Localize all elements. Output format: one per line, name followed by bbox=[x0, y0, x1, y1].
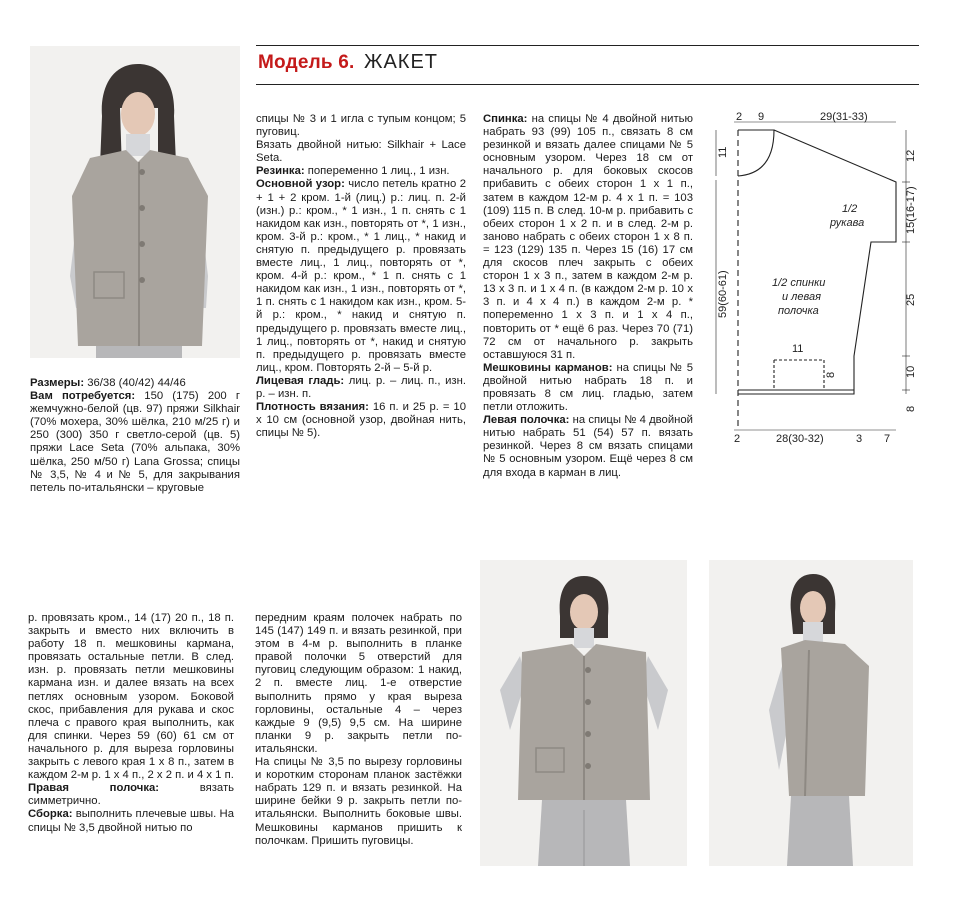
main-pattern-value: число петель кратно 2 + 1 + 2 кром. 1-й (лиц.) р.: лиц. п. 2-й (изн.) р.: кром., * 1 изн., 1 п. снять с 1 накидом как изн., повторять от *, 1 изн., кром. 3-й р.: кром., * 1 лиц., * накид и снятую п. предыдущего р. провязать вместе лиц., 1 лиц., повторять от *, кром. 4-й р.: кром., * 1 п. снять с 1 накидом как изн., 1 изн., повторять от *, 1 п. снять с 1 накидом как изн., кром. 5-й р.: кром., * накид и снятую п. предыдущего р. провязать вместе лиц., 1 лиц., повторять от *, накид и снятую п. предыдущего р. провязать вместе лиц., кром. Повторять 2-й – 5-й р. bbox=[256, 178, 466, 374]
assembly-continued: передним краям полочек набрать по 145 (147) 149 п. и вязать резинкой, при этом в 4-м р. выполнить в планке правой полочки 5 отверстий для пуговиц следующим образом: 1 накид, 2 п. вместе лиц. 1-е отверстие выполнить прямо у края выреза горловины, остальные 4 – через каждые 9 (9,5) 9,5 см. На ширине планки 9 р. закрыть петли по-итальянски. bbox=[255, 612, 462, 755]
right-front-label: Правая полочка: bbox=[28, 782, 160, 795]
left-front-label: Левая полочка: bbox=[483, 414, 570, 427]
schema-body-line3: полочка bbox=[778, 305, 819, 317]
schema-pocket-width: 11 bbox=[792, 343, 804, 355]
assembly-label: Сборка: bbox=[28, 808, 73, 821]
schema-top-9: 9 bbox=[758, 111, 765, 123]
schema-bottom-7: 7 bbox=[884, 433, 891, 445]
model-number: Модель 6. bbox=[258, 52, 355, 73]
schema-sleeve-half: 1/2 bbox=[842, 203, 858, 215]
rib-label: Резинка: bbox=[256, 165, 305, 178]
gauge-label: Плотность вязания: bbox=[256, 401, 369, 414]
schema-body-line1: 1/2 спинки bbox=[772, 277, 826, 289]
materials-value: 150 (175) 200 г жемчужно-белой (цв. 97) пряжи Silkhair (70% мохера, 30% шёлка, 210 м/25 г) и 250 (300) 350 г светло-серой (цв. 5) пряжи Lace Seta (70% альпака, 30% шёлка, 250 м/50 г) Lana Grossa; спицы № 3,5, № 4 и № 5, для закрывания петель по-итальянски – круговые bbox=[30, 390, 240, 494]
right-front-value: вязать симметрично. bbox=[28, 782, 234, 808]
left-front-value: на спицы № 4 двойной нитью набрать 51 (54) 57 п. вязать резинкой. Через 8 см вязать спицами № 5 основным узором. Ещё через 8 см для входа в карман в лиц. bbox=[483, 414, 693, 479]
schema-top-2: 2 bbox=[736, 111, 743, 123]
title-bar bbox=[256, 45, 919, 85]
needles-text: спицы № 3 и 1 игла с тупым концом; 5 пуговиц. bbox=[256, 113, 466, 139]
schema-top-width: 29(31-33) bbox=[820, 111, 868, 123]
yarn-note: Вязать двойной нитью: Silkhair + Lace Seta. bbox=[256, 139, 466, 165]
pocket-outline bbox=[774, 360, 824, 390]
materials-label: Вам потребуется: bbox=[30, 390, 136, 403]
text-column-3 bbox=[483, 113, 693, 480]
model-photo-side bbox=[709, 560, 913, 866]
text-column-5 bbox=[255, 612, 462, 848]
model-name: ЖАКЕТ bbox=[364, 51, 439, 73]
schema-bottom-3: 3 bbox=[856, 433, 863, 445]
schema-right-8: 8 bbox=[905, 405, 917, 412]
schema-right-10: 10 bbox=[905, 365, 917, 378]
assembly-value: выполнить плечевые швы. На спицы № 3,5 двойной нитью по bbox=[28, 808, 234, 834]
schema-sleeve-word: рукава bbox=[830, 217, 865, 229]
text-column-2 bbox=[256, 113, 466, 440]
schema-body-line2: и левая bbox=[782, 291, 821, 303]
left-front-continued: р. провязать кром., 14 (17) 20 п., 18 п. закрыть и вместо них включить в работу 18 п. мешковины кармана, провязать остальные петли. В след. изн. р. провязать петли мешковины кармана изн. и далее вязать на всех петлях основным узором. Боковой скос, прибавления для рукава и скос плеча с правого края выполнить, как для спинки. Через 59 (60) 61 см от начального р. для выреза горловины закрыть с левого края 1 х 8 п., затем в каждом 2-м р. 1 х 4 п., 2 х 2 п. и 4 х 1 п. bbox=[28, 612, 234, 782]
pocket-linings-label: Мешковины карманов: bbox=[483, 361, 613, 374]
sizes-value: 36/38 (40/42) 44/46 bbox=[84, 377, 186, 389]
finishing-text: На спицы № 3,5 по вырезу горловины и коротким сторонам планок застёжки набрать 129 п. и вязать резинкой. На ширине бейки 9 р. закрыть петли по-итальянски. Выполнить боковые швы. Мешковины карманов пришить к полочкам. Пришить пуговицы. bbox=[255, 756, 462, 847]
model-photo-open bbox=[480, 560, 687, 866]
schema-bottom-width: 28(30-32) bbox=[776, 433, 824, 445]
text-column-4 bbox=[28, 612, 234, 835]
schema-bottom-2: 2 bbox=[734, 433, 741, 445]
model-figure-front bbox=[30, 46, 240, 358]
schema-right-12: 12 bbox=[905, 149, 917, 162]
text-column-1 bbox=[30, 377, 240, 495]
neckline-curve bbox=[738, 130, 774, 176]
sizes-label: Размеры: bbox=[30, 377, 85, 389]
pocket-linings-value: на спицы № 5 двойной нитью набрать 18 п. и провязать 8 см лиц. гладью, затем петли отложить. bbox=[483, 361, 693, 414]
pattern-schema bbox=[706, 100, 926, 450]
schema-right-15: 15(16-17) bbox=[905, 186, 917, 234]
schema-left-height: 59(60-61) bbox=[717, 270, 729, 318]
schema-left-11: 11 bbox=[717, 146, 729, 158]
model-figure-open bbox=[480, 560, 687, 866]
schema-right-25: 25 bbox=[905, 293, 917, 306]
back-label: Спинка: bbox=[483, 113, 528, 125]
stockinette-value: лиц. р. – лиц. п., изн. р. – изн. п. bbox=[256, 374, 466, 400]
model-photo-front bbox=[30, 46, 240, 358]
body-outline bbox=[738, 130, 896, 394]
stockinette-label: Лицевая гладь: bbox=[256, 374, 345, 387]
model-figure-side bbox=[709, 560, 913, 866]
gauge-value: 16 п. и 25 р. = 10 х 10 см (основной узор, двойная нить, спицы № 5). bbox=[256, 401, 466, 440]
back-value: на спицы № 4 двойной нитью набрать 93 (99) 105 п., связать 8 см резинкой и вязать далее спицами № 5 основным узором. Через 18 см от начального р. для боковых скосов прибавить с обеих сторон 1 х 1 п., затем в каждом 12-м р. 4 х 1 п. = 103 (109) 115 п. В след. 10-м р. прибавить с обеих сторон 1 х 2 п. и в след. 2-м р. заново набрать с обеих сторон 1 х 8 п. = 123 (129) 135 п. Через 15 (16) 17 см для скосов плеч закрыть с обеих сторон 1 х 3 п., затем в каждом 2-м р. 13 х 3 п. и 1 х 4 п. (в каждом 2-м р. 10 х 3 п. и 4 х 4 п.) в каждом 2-м р. * попеременно 1 х 3 п. и 1 х 4 п., повторить от * ещё 6 раз. Через 70 (71) 72 см от начального р. закрыть оставшуюся 31 п. bbox=[483, 113, 693, 361]
rib-value: попеременно 1 лиц., 1 изн. bbox=[304, 165, 450, 178]
main-pattern-label: Основной узор: bbox=[256, 178, 345, 191]
schema-pocket-height: 8 bbox=[825, 371, 837, 378]
